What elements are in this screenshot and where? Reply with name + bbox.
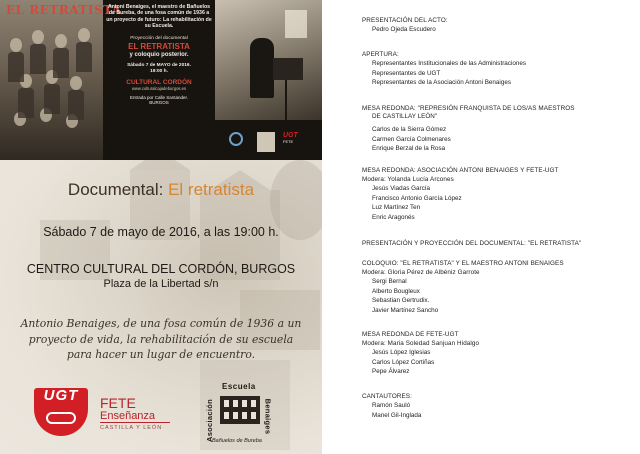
asociacion-logo (198, 382, 288, 450)
program-section-cantautores (362, 393, 632, 420)
poster-entry (106, 95, 212, 106)
photographer-photo (215, 0, 322, 120)
event-poster (0, 0, 322, 160)
poster-date (106, 63, 212, 75)
ugt-logo (34, 388, 94, 438)
program-moderator: Modera: Yolanda Lucía Arcones (362, 176, 454, 183)
event-address: Plaza de la Libertad s/n (103, 278, 219, 290)
program-section-apertura (362, 51, 632, 88)
program-item: Alberto Bougleux (372, 287, 420, 295)
handshake-icon (34, 404, 88, 436)
fete-region: CASTILLA Y LEÓN (100, 425, 163, 431)
program-heading: APERTURA: (362, 51, 399, 58)
program-heading: MESA REDONDA: "REPRESIÓN FRANQUISTA DE LOS/AS MAESTROS (362, 105, 575, 112)
poster-text-block (106, 4, 212, 106)
program-item: Carlos López Cortiñas (372, 358, 435, 366)
school-children-photo (0, 0, 103, 160)
program-item: Sergi Bernal (372, 278, 407, 285)
program-item: Jesús Viadas García (372, 185, 430, 192)
program-heading: PRESENTACIÓN Y PROYECCIÓN DEL DOCUMENTAL: "EL RETRATISTA" (362, 240, 582, 247)
program-section-mesa-fete (362, 331, 632, 377)
program-section-coloquio (362, 260, 632, 315)
poster-logos (215, 124, 322, 160)
poster-venue: CULTURAL CORDÓN (126, 78, 192, 86)
poster-logo-circle (223, 132, 249, 152)
program-heading: MESA REDONDA DE FETE-UGT (362, 331, 459, 338)
fete-name: FETE (100, 395, 136, 411)
program-panel (322, 0, 640, 454)
documentary-label: Documental: (67, 180, 169, 199)
ugt-logo-text: UGT (34, 388, 88, 404)
school-building-icon (220, 396, 260, 424)
program-item: Representantes de UGT (372, 69, 441, 77)
poster-website: www.culturalcajadeburgos.es (131, 85, 187, 91)
program-heading: COLOQUIO: "EL RETRATISTA" Y EL MAESTRO ANTONI BENAIGES (362, 260, 564, 267)
poster-logo-fete-text: FETE (283, 139, 294, 144)
program-heading: CANTAUTORES: (362, 393, 412, 400)
program-item: Representantes Institucionales de las Administraciones (372, 60, 527, 67)
program-item: Javier Martínez Sancho (372, 306, 439, 314)
poster-date-day: Sábado 7 de MAYO de 2016. (127, 62, 191, 68)
documentary-title (0, 180, 322, 200)
aso-logo-top: Escuela (222, 382, 256, 391)
program-item: Manel Gil-Inglada (372, 411, 422, 419)
program-heading-cont: DE CASTILLAY LEÓN" (372, 113, 437, 120)
program-item: Carmen García Colmenares (372, 135, 451, 143)
program-heading: MESA REDONDA: ASOCIACIÓN ANTONI BENAIGES Y FETE-UGT (362, 167, 559, 174)
program-item: Enric Aragonés (372, 213, 415, 221)
program-item: Pepe Álvarez (372, 368, 410, 376)
program-item: Francisco Antonio García López (372, 194, 462, 202)
aso-logo-right: Benaiges (263, 398, 273, 435)
poster-logo-school-icon (257, 132, 275, 152)
poster-projection: Proyección del documental (130, 35, 188, 41)
poster-colloquium: y coloquio posterior. (129, 51, 189, 58)
poster-date-time: 19:00 h. (150, 68, 168, 74)
program-moderator: Modera: Gloria Pérez de Albéniz Garrote (362, 269, 480, 276)
poster-doc-title: EL RETRATISTA (128, 41, 190, 51)
program-section-presentacion (362, 17, 632, 35)
program-moderator: Modera: Maria Soledad Sanjuan Hidalgo (362, 340, 480, 347)
program-item: Enrique Berzal de la Rosa (372, 145, 446, 153)
lower-left-panel (0, 160, 322, 454)
program-section-proyeccion (362, 240, 632, 248)
fete-divider (100, 422, 170, 423)
fete-subtitle: Enseñanza (100, 410, 156, 422)
documentary-name: El retratista (168, 180, 255, 199)
program-item: Sebastian Gertrudix. (372, 297, 430, 305)
aso-logo-bottom: Bañuelos de Bureba (212, 438, 262, 444)
poster-title: EL RETRATISTA (6, 3, 122, 17)
poster-logo-ugt (283, 132, 311, 152)
poster-description: Antoni Benaiges, el maestro de Bañuelos de Bureba, de una fosa común de 1936 a un proyecto de futuro: La rehabilitación de su Escuela. (106, 4, 212, 30)
program-item: Pedro Ojeda Escudero (372, 26, 436, 33)
event-date: Sábado 7 de mayo de 2016, a las 19:00 h. (43, 225, 279, 239)
program-item: Jesús López Iglesias (372, 349, 431, 356)
poster-city: BURGOS (149, 100, 169, 106)
aso-logo-left: Asociación (205, 398, 215, 443)
program-heading: PRESENTACIÓN DEL ACTO: (362, 17, 448, 24)
program-section-mesa-represion (362, 105, 632, 154)
program-item: Representantes de la Asociación Antoni Benaiges (372, 79, 511, 87)
program-item: Ramón Sauló (372, 402, 411, 409)
program-section-mesa-asociacion (362, 167, 632, 222)
poster-logo-ugt-text: UGT (283, 132, 298, 139)
program-item: Carlos de la Sierra Gómez (372, 126, 447, 133)
quote-text: Antonio Benaiges, de una fosa común de 1936 a un proyecto de vida, la rehabilitación de su escuela para hacer un lugar de encuentro. (20, 317, 302, 361)
event-venue: CENTRO CULTURAL DEL CORDÓN, BURGOS (26, 262, 296, 276)
program-item: Luz Martínez Ten (372, 204, 421, 212)
poster-entry-text: Entrada por Calle Santander. (129, 94, 189, 100)
